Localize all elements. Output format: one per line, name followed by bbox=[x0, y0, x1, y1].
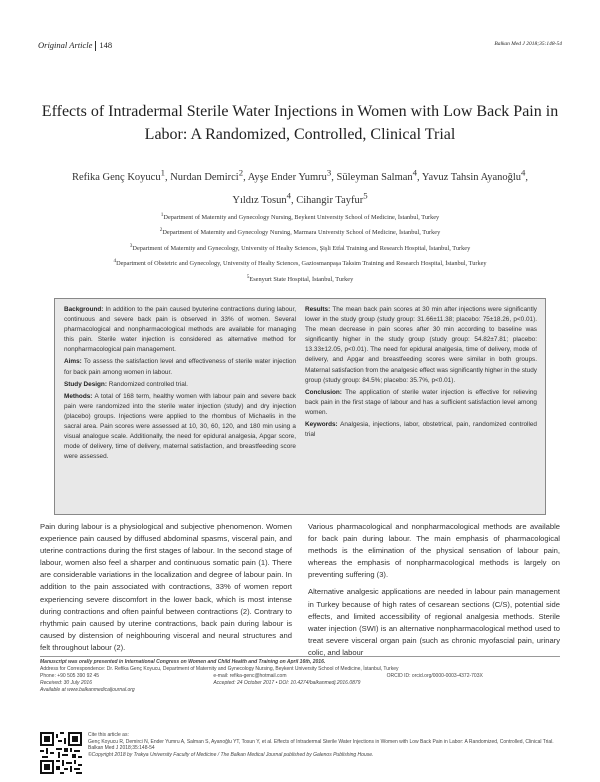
author: Ayşe Ender Yumru$^3$, bbox=[247, 167, 337, 183]
article-body bbox=[40, 521, 560, 664]
body-paragraph: Alternative analgesic applications are needed in labour pain management in Turkey because of high rates of cesarean sections (C/S), potential side effects, and limited accessibility of regional analgesia methods. Sterile water injection (SWI) is an alternative nonpharmacological method used to treat severe visceral organ pain (such as chronic myofascial pain, urinary colic, and labour bbox=[308, 587, 560, 657]
affiliation: $^3$Department of Maternity and Gynecology, University of Healty Sciences, Şişli Etfal Training and Research Hospital, İstanbul, Turkey bbox=[129, 242, 471, 252]
article-type: Original Article bbox=[38, 40, 93, 50]
email[interactable]: e-mail: refika-genc@hotmail.com bbox=[213, 672, 287, 679]
qr-code-icon bbox=[40, 732, 82, 774]
abstract-results: Results: The mean back pain scores at 30 min after injections were significantly lower in the study group (study group: 31.66±11.38; placebo: 75±18.26, p<0.01). The mean decrease in pain scores after 30 min according to baseline was significantly higher in the study group (study group: 54.82±7.81; placebo: 13.33±12.05, p<0.01). The need for epidural analgesia, time of delivery, mode of delivery, and Apgar and breastfeeding scores were similar in both groups. Maternal satisfaction from the analgesic effect was significantly higher in the study group (study group: 84.5%; placebo: 35.7%, p<0.01). bbox=[305, 306, 537, 384]
abstract-left-column bbox=[64, 305, 296, 510]
body-paragraph: Various pharmacological and nonpharmacological methods are available for back pain during labour. The main emphasis of pharmacological methods is the elimination of the physical sensation of labour pain, whereas the emphasis of nonpharmacological methods is largely on preventing suffering (3). bbox=[308, 522, 560, 580]
author: Yıldız Tosun$^4$, bbox=[232, 190, 297, 206]
abstract-box bbox=[54, 298, 546, 515]
contact-row bbox=[40, 673, 560, 680]
author: Refika Genç Koyucu$^1$, bbox=[71, 167, 171, 183]
body-right-column bbox=[308, 521, 560, 664]
affiliation: $^4$Department of Obstetric and Gynecology, University of Healty Sciences, Gaziosmanpaşa Taksim Training and Research Hospital, İstanbul, Turkey bbox=[113, 258, 487, 268]
copyright: ©Copyright 2018 by Trakya University Faculty of Medicine / The Balkan Medical Journal published by Galenos Publishing House. bbox=[88, 751, 374, 758]
author-list bbox=[40, 163, 560, 210]
affiliation: $^2$Department of Maternity and Gynecology Nursing, Marmara University School of Medicine, İstanbul, Turkey bbox=[159, 227, 441, 237]
received-date: Received: 30 July 2016 bbox=[40, 679, 92, 686]
affiliation: $^5$Esenyurt State Hospital, İstanbul, Turkey bbox=[246, 273, 354, 283]
body-paragraph: Pain during labour is a physiological and subjective phenomenon. Women experience pain caused by diffused abdominal spasms, visceral pain, and uterine contractions during the first stages of labour. In the second stage of labour, women also feel a sharper and continuous somatic pain (1). There are considerable variations in the localization and degree of labour pain. In addition to the pain associated with contractions, 33% of women report experiencing severe discomfort in the lower back, which is most intense during contractions and often painful between contractions (2). Contrary to rhythmic pain caused by uterine contractions, back pain during labour is caused by distension of neighbouring visceral and neural structures and felt throughout labour (2). bbox=[40, 522, 292, 652]
abstract-background: Background: In addition to the pain caused byuterine contractions during labour, continuous and severe back pain is observed in 33% of women. Several pharmacological and nonpharmacological methods are available for managing this pain. Sterile water injection is considered as alternative method for nonpharmacological pain management. bbox=[64, 306, 296, 354]
orcid[interactable]: ORCID ID: orcid.org/0000-0003-4372-703X bbox=[386, 672, 483, 679]
author: Süleyman Salman$^4$, bbox=[336, 167, 422, 183]
cite-label: Cite this article as: bbox=[88, 732, 129, 738]
correspondence-address: Address for Correspondence: Dr. Refika Genç Koyucu, Department of Maternity and Gynecology Nursing, Beykent University School of Medicine, İstanbul, Turkey bbox=[40, 665, 399, 672]
abstract-conclusion: Conclusion: The application of sterile water injection is effective for relieving back pain in the first stage of labour and has a sufficient satisfaction level among women. bbox=[305, 388, 537, 416]
author: Yavuz Tahsin Ayanoğlu$^4$, bbox=[421, 167, 529, 183]
presentation-note: Manuscript was orally presented in International Congress on Women and Child Health and Training on April 16th, 2016. bbox=[40, 659, 326, 665]
running-header-left bbox=[38, 40, 112, 51]
cite-reference: Genç Koyucu R, Demirci N, Ender Yumru A, Salman S, Ayanoğlu YT, Tosun Y, et al. Effects of Intradermal Sterile Water Injections in Women with Low Back Pain in Labor: A Randomized, Controlled, Clinical Trial. Balkan Med J 2018;35:148-54 bbox=[88, 738, 554, 752]
citation-block bbox=[40, 732, 560, 774]
affiliations bbox=[40, 209, 560, 286]
article-title: Effects of Intradermal Sterile Water Injections in Women with Low Back Pain in Labor: A Randomized, Controlled, Clinical Trial bbox=[41, 103, 559, 143]
author: Cihangir Tayfur$^5$ bbox=[296, 190, 368, 206]
phone: Phone: +90 505 390 92 45 bbox=[40, 672, 100, 679]
page-number: 148 bbox=[99, 40, 113, 50]
abstract-design: Study Design: Randomized controlled trial. bbox=[64, 380, 188, 388]
abstract-right-column bbox=[305, 305, 537, 510]
author: Nurdan Demirci$^2$, bbox=[170, 167, 248, 183]
correspondence-footer bbox=[40, 656, 560, 694]
available-at[interactable]: Available at www.balkanmedicaljournal.org bbox=[40, 686, 135, 693]
journal-citation: Balkan Med J 2018;35:148-54 bbox=[494, 41, 562, 47]
header-divider bbox=[95, 41, 96, 51]
dates-row bbox=[40, 680, 560, 687]
citation-text bbox=[88, 732, 560, 774]
accepted-doi: Accepted: 24 October 2017 • DOI: 10.4274/balkanmedj.2016.0879 bbox=[213, 679, 361, 686]
abstract-methods: Methods: A total of 168 term, healthy women with labour pain and severe back pain were randomized into the sterile water injection (study) and dry injection (placebo) groups. Injections were applied to the rhombus of Michaelis in the sacral area. Pain scores were assessed at 10, 30, 60, 120, and 180 min using a visual analogue scale. Additionally, the need for epidural analgesia, Apgar score, mode of delivery, time of delivery, maternal satisfaction, and breastfeeding score were assessed. bbox=[64, 392, 296, 461]
body-left-column bbox=[40, 521, 292, 664]
abstract-keywords: Keywords: Analgesia, injections, labor, obstetrical, pain, randomized controlled trial bbox=[305, 421, 537, 439]
abstract-aims: Aims: To assess the satisfaction level and effectiveness of sterile water injection for back pain among women in labour. bbox=[64, 358, 296, 376]
affiliation: $^1$Department of Maternity and Gynecology Nursing, Beykent University School of Medicine, İstanbul, Turkey bbox=[160, 212, 440, 222]
